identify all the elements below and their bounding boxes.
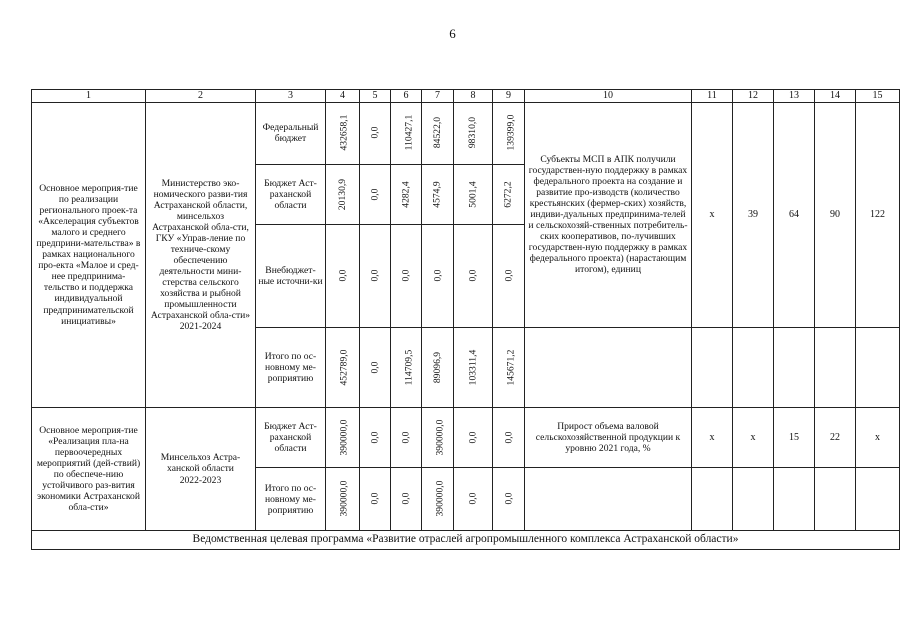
funding-source: Итого по ос-новному ме-роприятию <box>256 468 326 530</box>
col-header: 1 <box>32 90 146 103</box>
value-cell: 4282,4 <box>391 164 422 224</box>
funding-source: Бюджет Аст-раханской области <box>256 164 326 224</box>
value-cell: 20130,9 <box>326 164 360 224</box>
col-header: 10 <box>525 90 692 103</box>
empty-cell <box>692 468 733 530</box>
empty-cell <box>692 327 733 407</box>
value-cell: 390000,0 <box>326 468 360 530</box>
col-header: 4 <box>326 90 360 103</box>
value-cell: 98310,0 <box>454 102 493 164</box>
value-cell: 5001,4 <box>454 164 493 224</box>
indicator-name: Прирост объема валовой сельскохозяйственной продукции к уровню 2021 года, % <box>525 408 692 468</box>
value-cell: 114709,5 <box>391 327 422 407</box>
col-header: 13 <box>774 90 815 103</box>
value-cell: 452789,0 <box>326 327 360 407</box>
value-cell: 0,0 <box>454 468 493 530</box>
indicator-value: x <box>692 408 733 468</box>
indicator-value: 22 <box>815 408 856 468</box>
executor-period: 2021-2024 <box>179 321 222 333</box>
executor-text: Министерство эко-номического разви-тия Астраханской области, минсельхоз Астраханской обла-сти, ГКУ «Управ-ление по техниче-скому обеспечению деятельности мини-стерства сельского хозяйства и рыбной промышленности Астраханской обла-сти» <box>150 177 251 322</box>
footer-row <box>32 530 900 549</box>
col-header: 2 <box>146 90 256 103</box>
value-cell: 110427,1 <box>391 102 422 164</box>
value-cell: 0,0 <box>391 408 422 468</box>
value-cell: 0,0 <box>391 468 422 530</box>
value-cell: 0,0 <box>454 408 493 468</box>
empty-cell <box>774 327 815 407</box>
value-cell: 390000,0 <box>422 468 454 530</box>
indicator-value: 64 <box>774 102 815 327</box>
value-cell: 0,0 <box>360 468 391 530</box>
value-cell: 0,0 <box>360 164 391 224</box>
funding-source: Бюджет Аст-раханской области <box>256 408 326 468</box>
table-row <box>32 408 900 468</box>
executor-period: 2022-2023 <box>179 474 222 486</box>
col-header: 7 <box>422 90 454 103</box>
col-header: 3 <box>256 90 326 103</box>
indicator-value: 15 <box>774 408 815 468</box>
page-number: 6 <box>449 26 456 41</box>
value-cell: 0,0 <box>360 225 391 328</box>
value-cell: 432658,1 <box>326 102 360 164</box>
empty-cell <box>856 468 900 530</box>
value-cell: 390000,0 <box>422 408 454 468</box>
executor <box>146 408 256 531</box>
indicator-value: 122 <box>856 102 900 327</box>
empty-cell <box>525 327 692 407</box>
header-row <box>32 90 900 103</box>
value-cell: 4574,9 <box>422 164 454 224</box>
funding-source: Внебюджет-ные источни-ки <box>256 225 326 328</box>
value-cell: 84522,0 <box>422 102 454 164</box>
table-row <box>32 102 900 164</box>
indicator-value: 39 <box>733 102 774 327</box>
value-cell: 390000,0 <box>326 408 360 468</box>
indicator-name: Субъекты МСП в АПК получили государствен-ную поддержку в рамках федерального проекта на создание и развитие про-изводств (количество крестьянских (фермер-ских) хозяйств, индиви-дуальных предпринима-телей и сельскохозяй-ственных потребитель-ских кооперативов, по-лучивших государствен-ную поддержку в рамках федерального проекта) (нарастающим итогом), единиц <box>525 102 692 327</box>
funding-source: Итого по ос-новному ме-роприятию <box>256 327 326 407</box>
executor-text: Минсельхоз Астра-ханской области <box>160 452 241 475</box>
value-cell: 6272,2 <box>493 164 525 224</box>
empty-cell <box>525 468 692 530</box>
value-cell: 139399,0 <box>493 102 525 164</box>
value-cell: 0,0 <box>422 225 454 328</box>
value-cell: 103311,4 <box>454 327 493 407</box>
col-header: 8 <box>454 90 493 103</box>
executor <box>146 102 256 408</box>
empty-cell <box>815 468 856 530</box>
value-cell: 0,0 <box>493 225 525 328</box>
program-table <box>31 89 900 550</box>
value-cell: 0,0 <box>391 225 422 328</box>
measure-name: Основное мероприя-тие «Реализация пла-на первоочередных мероприятий (дей-ствий) по обеспече-нию устойчивого раз-вития экономики Астраханской обла-сти» <box>32 408 146 531</box>
value-cell: 0,0 <box>493 408 525 468</box>
program-title: Ведомственная целевая программа «Развитие отраслей агропромышленного комплекса Астраханской области» <box>32 530 900 549</box>
value-cell: 145671,2 <box>493 327 525 407</box>
col-header: 5 <box>360 90 391 103</box>
measure-name: Основное мероприя-тие по реализации регионального проек-та «Акселерация субъектов малого и среднего предприни-мательства» в рамках национального про-екта «Малое и сред-нее предпринима-тельство и поддержка индивидуальной предпринимательской инициативы» <box>32 102 146 408</box>
value-cell: 0,0 <box>493 468 525 530</box>
indicator-value: x <box>856 408 900 468</box>
col-header: 15 <box>856 90 900 103</box>
indicator-value: 90 <box>815 102 856 327</box>
empty-cell <box>815 327 856 407</box>
indicator-value: x <box>733 408 774 468</box>
value-cell: 89096,9 <box>422 327 454 407</box>
col-header: 11 <box>692 90 733 103</box>
empty-cell <box>733 327 774 407</box>
empty-cell <box>856 327 900 407</box>
empty-cell <box>733 468 774 530</box>
value-cell: 0,0 <box>326 225 360 328</box>
value-cell: 0,0 <box>360 102 391 164</box>
value-cell: 0,0 <box>360 408 391 468</box>
value-cell: 0,0 <box>360 327 391 407</box>
col-header: 14 <box>815 90 856 103</box>
col-header: 9 <box>493 90 525 103</box>
value-cell: 0,0 <box>454 225 493 328</box>
funding-source: Федеральный бюджет <box>256 102 326 164</box>
col-header: 6 <box>391 90 422 103</box>
col-header: 12 <box>733 90 774 103</box>
indicator-value: x <box>692 102 733 327</box>
empty-cell <box>774 468 815 530</box>
